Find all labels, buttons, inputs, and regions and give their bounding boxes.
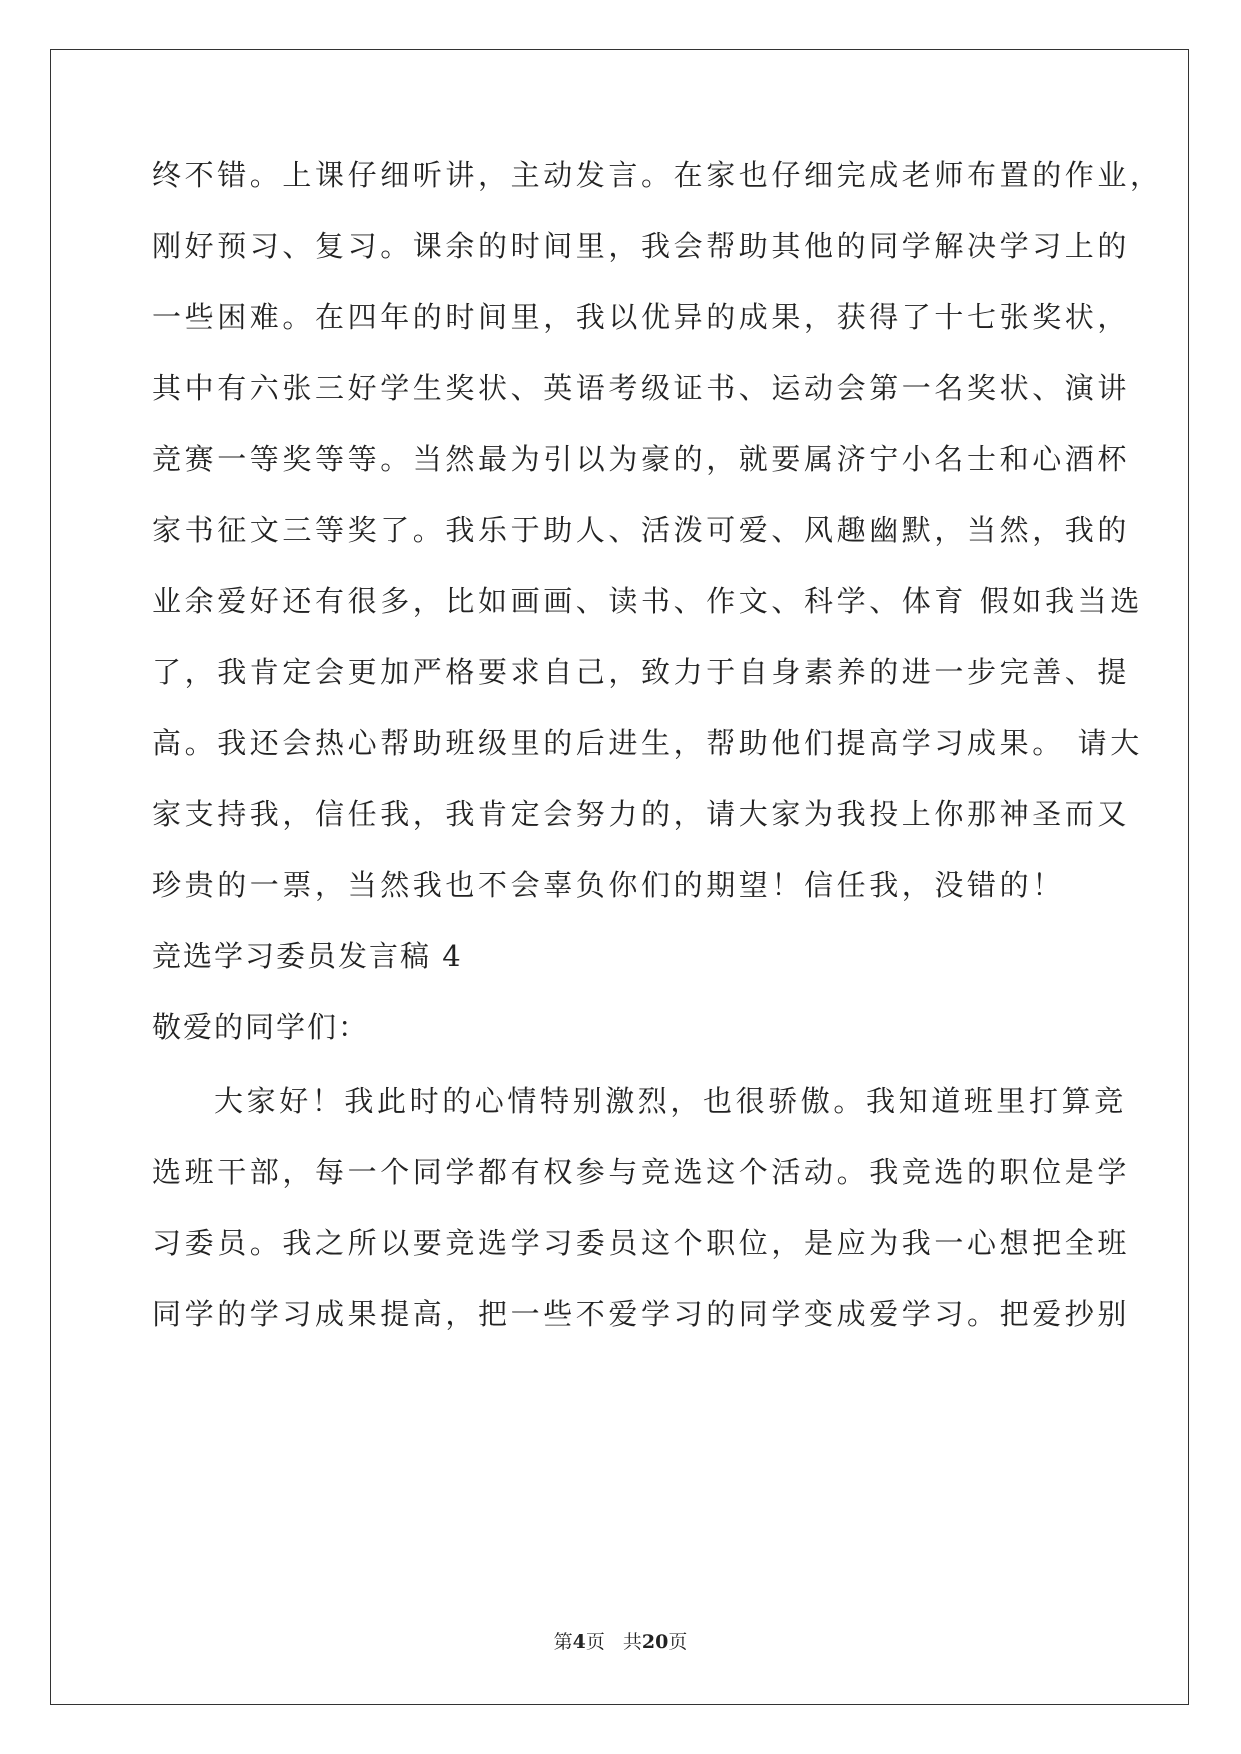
- body-line: 竞赛一等奖等等。当然最为引以为豪的，就要属济宁小名士和心酒杯: [152, 442, 1131, 476]
- body-line: 家书征文三等奖了。我乐于助人、活泼可爱、风趣幽默，当然，我的: [152, 513, 1131, 547]
- paragraph-line: 同学的学习成果提高，把一些不爱学习的同学变成爱学习。把爱抄别: [152, 1297, 1131, 1331]
- body-line: 珍贵的一票，当然我也不会辜负你们的期望！信任我，没错的！: [152, 868, 1065, 902]
- footer-total-suffix: 页: [668, 1631, 688, 1653]
- body-line: 终不错。上课仔细听讲，主动发言。在家也仔细完成老师布置的作业，: [152, 158, 1163, 192]
- footer-total-prefix: 共: [622, 1631, 642, 1653]
- footer-page-suffix: 页: [585, 1631, 605, 1653]
- footer-page-number: 4: [572, 1631, 586, 1653]
- body-line: 家支持我，信任我，我肯定会努力的，请大家为我投上你那神圣而又: [152, 797, 1131, 831]
- paragraph-line: 习委员。我之所以要竞选学习委员这个职位，是应为我一心想把全班: [152, 1226, 1131, 1260]
- footer-total-pages: 20: [641, 1631, 669, 1653]
- body-line: 了，我肯定会更加严格要求自己，致力于自身素养的进一步完善、提: [152, 655, 1131, 689]
- page-footer: [0, 1630, 1241, 1654]
- section-title: 竞选学习委员发言稿 4: [152, 939, 463, 973]
- body-line: 高。我还会热心帮助班级里的后进生，帮助他们提高学习成果。 请大: [152, 726, 1143, 760]
- paragraph-line: 选班干部，每一个同学都有权参与竞选这个活动。我竞选的职位是学: [152, 1155, 1131, 1189]
- body-line: 业余爱好还有很多，比如画画、读书、作文、科学、体育 假如我当选: [152, 584, 1143, 618]
- body-line: 刚好预习、复习。课余的时间里，我会帮助其他的同学解决学习上的: [152, 229, 1131, 263]
- body-line: 一些困难。在四年的时间里，我以优异的成果，获得了十七张奖状，: [152, 300, 1131, 334]
- footer-prefix: 第: [553, 1631, 573, 1653]
- salutation: 敬爱的同学们：: [152, 1010, 370, 1044]
- paragraph-line: 大家好！我此时的心情特别激烈，也很骄傲。我知道班里打算竞: [214, 1084, 1127, 1118]
- body-line: 其中有六张三好学生奖状、英语考级证书、运动会第一名奖状、演讲: [152, 371, 1131, 405]
